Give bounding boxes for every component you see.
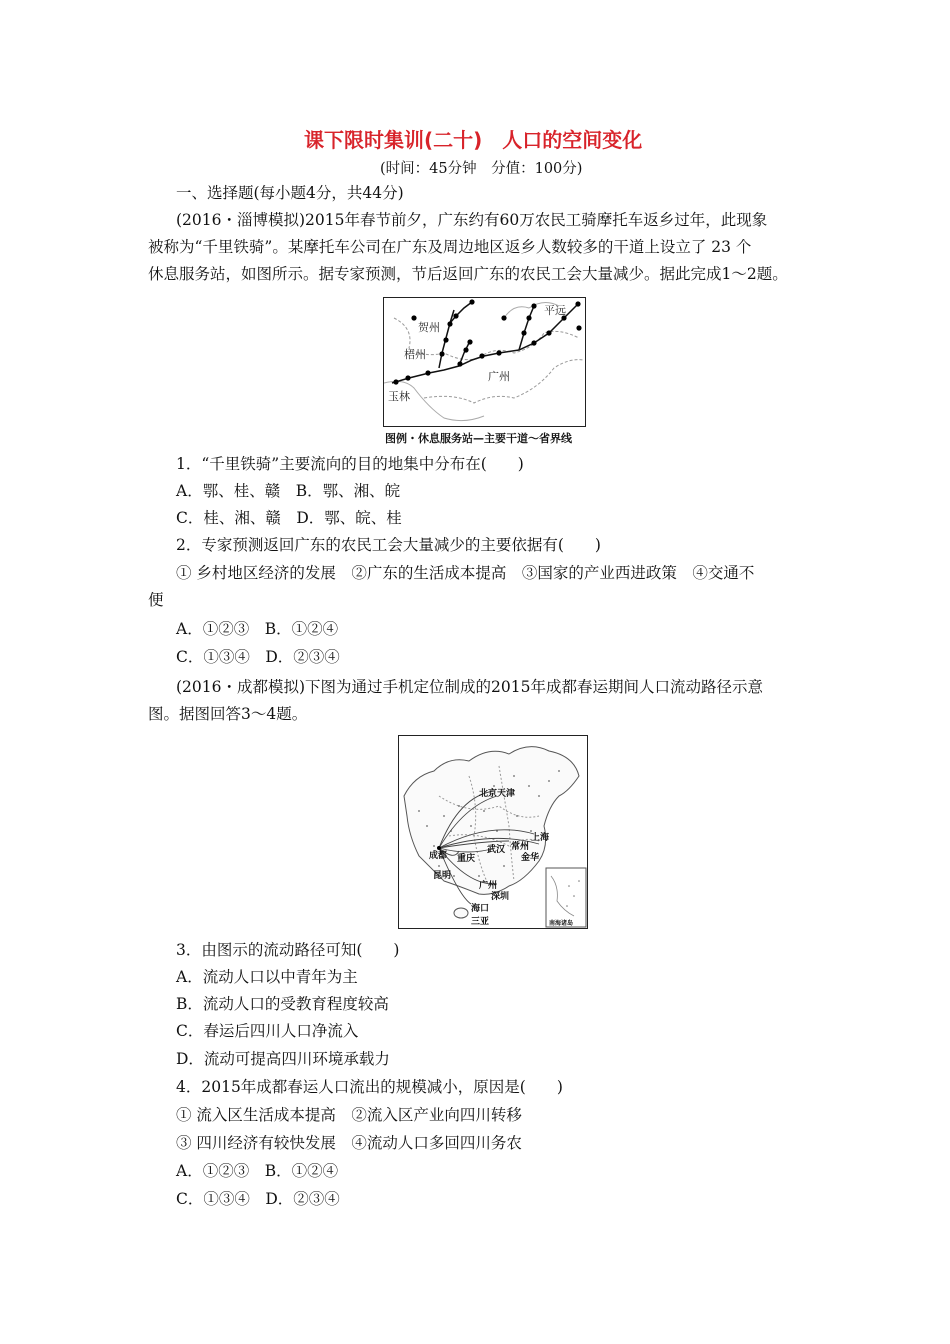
label-pingyuan: 平远 <box>544 304 566 317</box>
question-3-option-b: B．流动人口的受教育程度较高 <box>176 995 389 1013</box>
question-4-options-cd: C．①③④ D．②③④ <box>176 1190 340 1208</box>
question-4-stem: 4．2015年成都春运人口流出的规模减小，原因是( ) <box>176 1078 563 1096</box>
label-guangzhou: 广州 <box>479 881 498 891</box>
question-1-stem: 1．“千里铁骑”主要流向的目的地集中分布在( ) <box>176 455 524 473</box>
passage-line: (2016・淄博模拟)2015年春节前夕，广东约有60万农民工骑摩托车返乡过年，此现象 <box>176 211 768 229</box>
rest-station-map <box>383 297 586 427</box>
label-kunming: 昆明 <box>433 871 452 881</box>
label-guangzhou: 广州 <box>488 370 510 383</box>
question-3-stem: 3．由图示的流动路径可知( ) <box>176 941 400 959</box>
label-jinhua: 金华 <box>521 853 540 863</box>
question-2-items: ① 乡村地区经济的发展 ②广东的生活成本提高 ③国家的产业西进政策 ④交通不 <box>176 564 755 582</box>
map-legend: 图例・休息服务站—主要干道～省界线 <box>385 432 572 445</box>
label-wuzhou: 梧州 <box>404 348 426 361</box>
passage-line: (2016・成都模拟)下图为通过手机定位制成的2015年成都春运期间人口流动路径示意 <box>176 678 763 696</box>
question-1-options-ab: A．鄂、桂、赣 B．鄂、湘、皖 <box>176 482 401 500</box>
question-2-items-cont: 便 <box>148 591 164 609</box>
question-2-options-ab: A．①②③ B．①②④ <box>176 620 339 638</box>
question-3-option-c: C．春运后四川人口净流入 <box>176 1022 359 1040</box>
question-1-options-cd: C．桂、湘、赣 D．鄂、皖、桂 <box>176 509 402 527</box>
label-sanya: 三亚 <box>471 917 490 927</box>
question-2-options-cd: C．①③④ D．②③④ <box>176 648 340 666</box>
question-4-items: ③ 四川经济有较快发展 ④流动人口多回四川务农 <box>176 1134 522 1152</box>
label-shenzhen: 深圳 <box>491 892 510 902</box>
question-3-option-a: A．流动人口以中青年为主 <box>176 968 358 986</box>
label-yulin: 玉林 <box>388 390 410 403</box>
label-shanghai: 上海 <box>531 833 550 843</box>
question-2-stem: 2．专家预测返回广东的农民工会大量减少的主要依据有( ) <box>176 536 601 554</box>
label-hezhou: 贺州 <box>418 321 440 334</box>
question-4-options-ab: A．①②③ B．①②④ <box>176 1162 339 1180</box>
migration-route-map-drawing <box>399 736 587 928</box>
section-heading: 一、选择题(每小题4分，共44分) <box>176 184 404 202</box>
passage-line: 图。据图回答3～4题。 <box>148 705 308 723</box>
question-3-option-d: D．流动可提高四川环境承载力 <box>176 1050 390 1068</box>
migration-route-map <box>398 735 588 929</box>
page-title: 课下限时集训(二十) 人口的空间变化 <box>304 128 643 152</box>
rest-station-map-drawing <box>384 298 585 426</box>
label-south-china-sea: 南海诸岛 <box>549 920 574 927</box>
label-changzhou: 常州 <box>511 842 530 852</box>
passage-line: 被称为“千里铁骑”。某摩托车公司在广东及周边地区返乡人数较多的干道上设立了 23 个 <box>148 238 752 256</box>
time-score-info: (时间：45分钟 分值：100分) <box>380 161 583 177</box>
label-chongqing: 重庆 <box>457 854 476 864</box>
label-beijing-tianjin: 北京天津 <box>479 789 516 799</box>
label-wuhan: 武汉 <box>487 845 506 855</box>
label-haikou: 海口 <box>471 904 490 914</box>
label-chengdu: 成都 <box>429 851 448 861</box>
question-4-items: ① 流入区生活成本提高 ②流入区产业向四川转移 <box>176 1106 522 1124</box>
passage-line: 休息服务站，如图所示。据专家预测，节后返回广东的农民工会大量减少。据此完成1～2题。 <box>148 265 788 283</box>
